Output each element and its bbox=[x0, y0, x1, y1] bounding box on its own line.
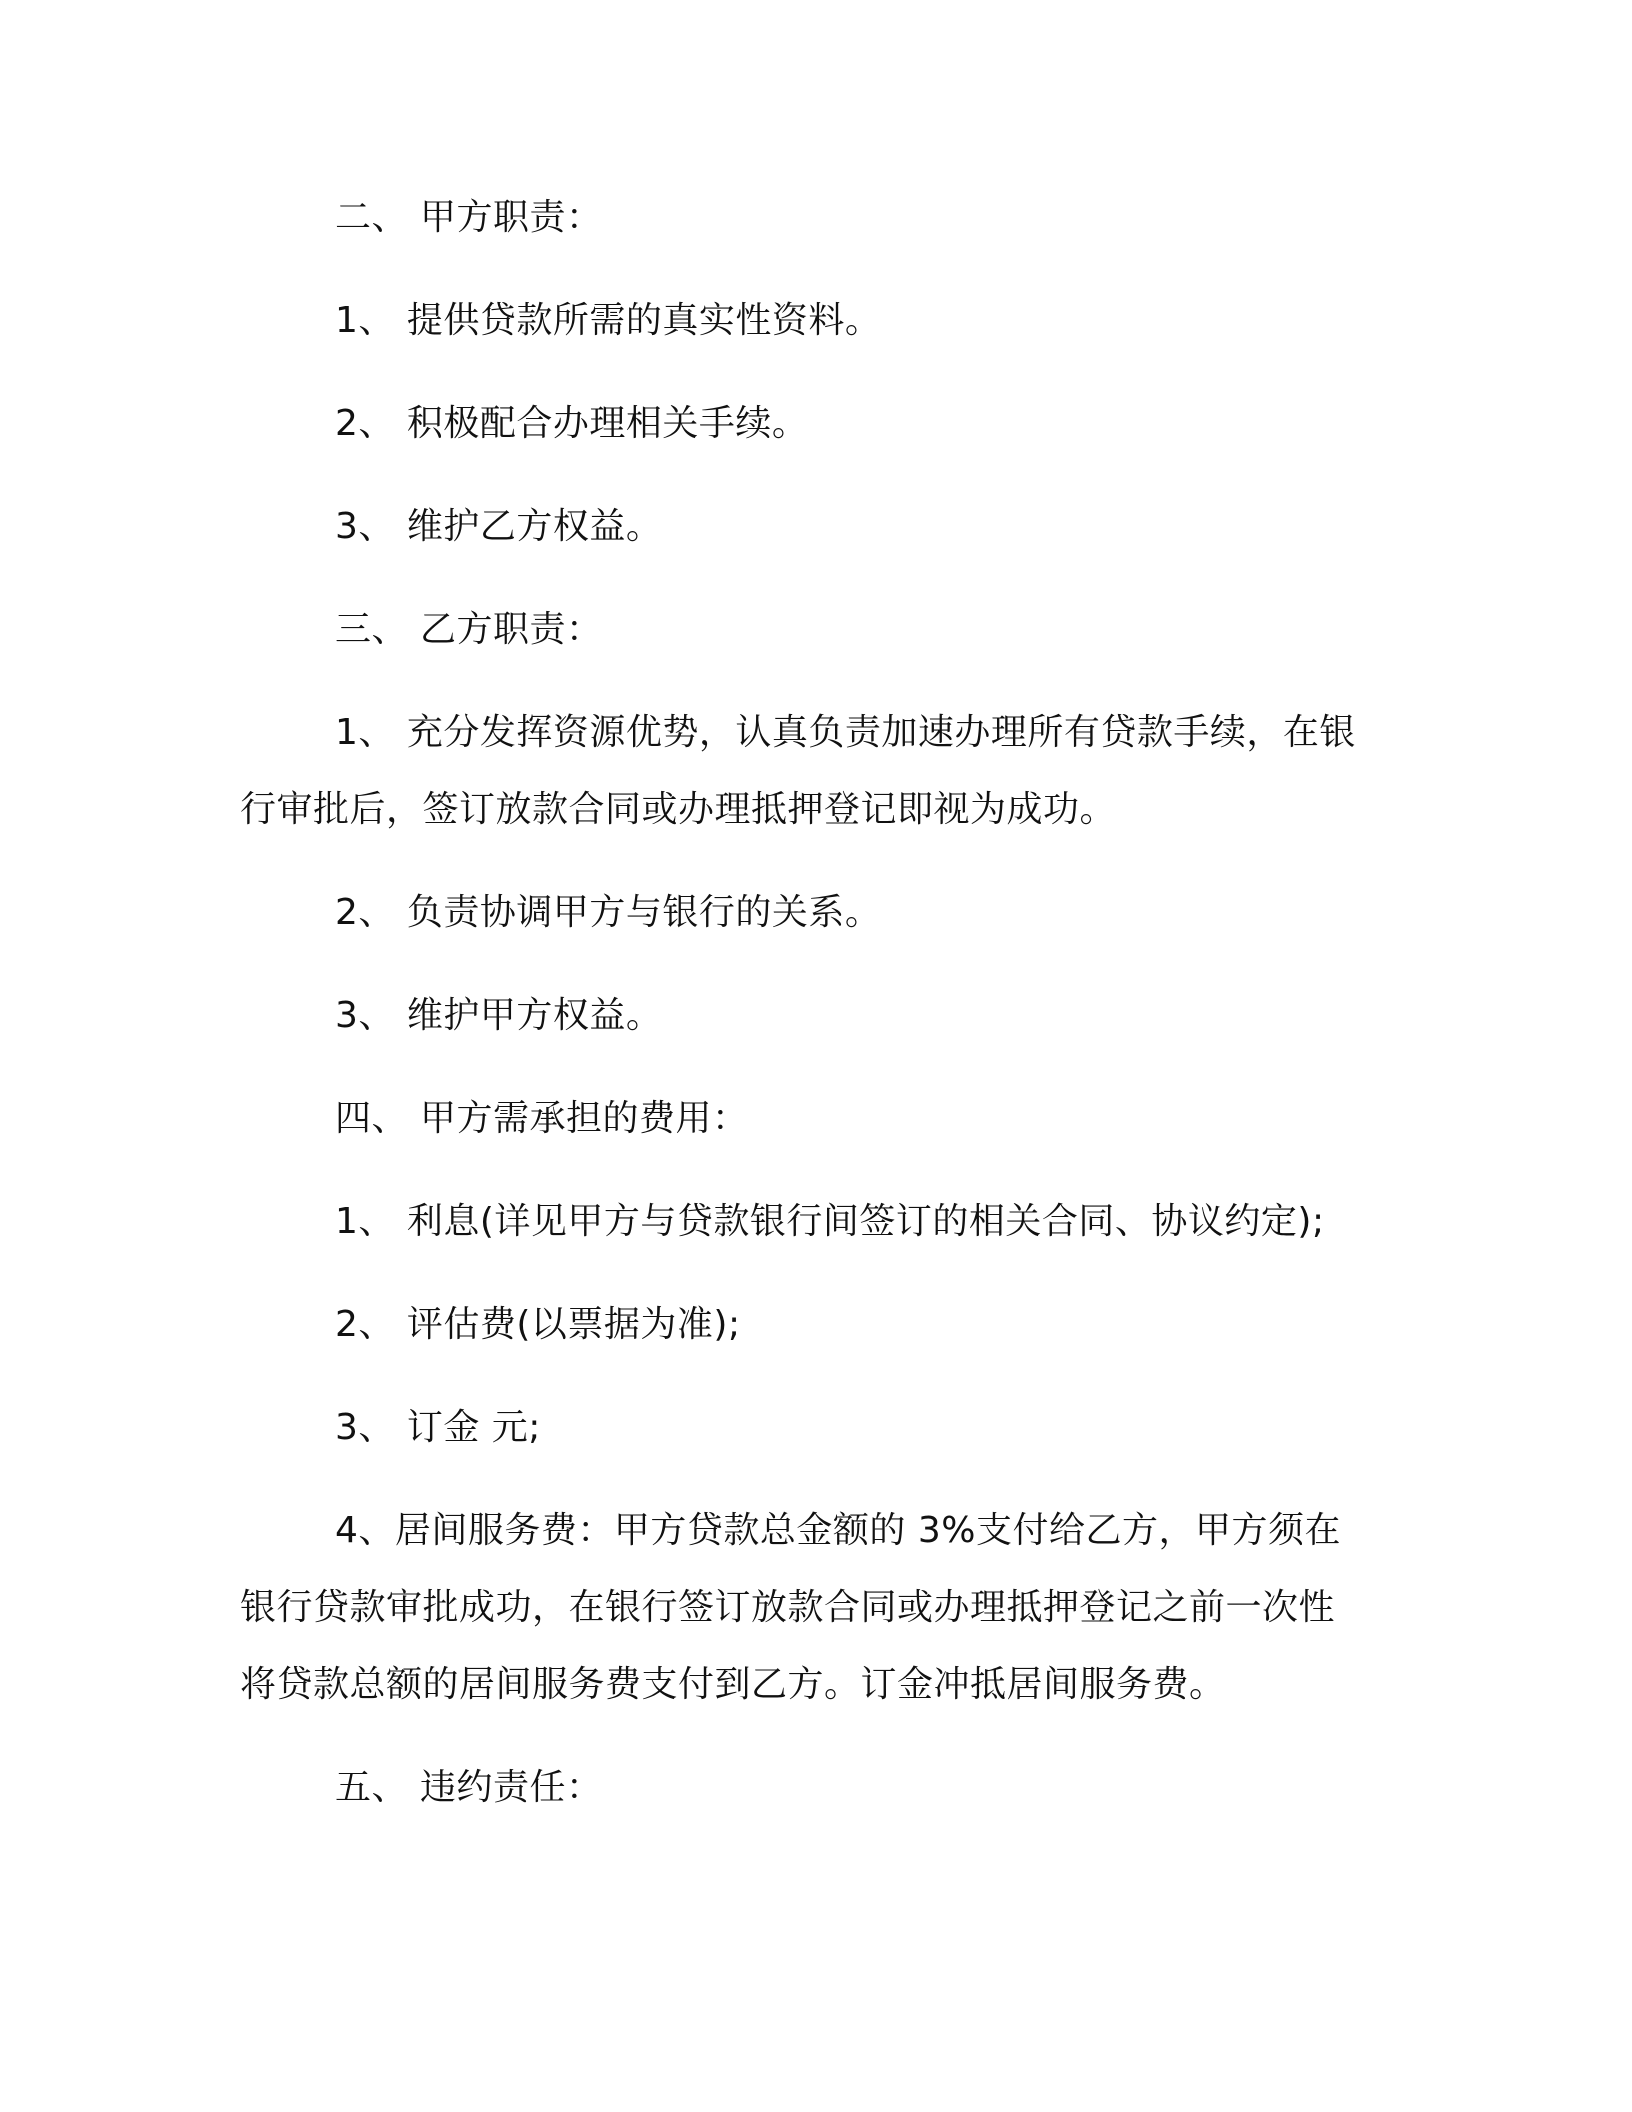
section-4-item-3: 3、 订金 元; bbox=[335, 1407, 541, 1448]
section-3-item-2: 2、 负责协调甲方与银行的关系。 bbox=[335, 892, 882, 933]
section-4-item-2: 2、 评估费(以票据为准); bbox=[335, 1304, 741, 1345]
section-5-heading: 五、 违约责任： bbox=[335, 1767, 603, 1808]
section-3-item-1-line-1: 1、 充分发挥资源优势，认真负责加速办理所有贷款手续，在银 bbox=[335, 712, 1356, 753]
section-3-heading: 三、 乙方职责： bbox=[335, 609, 603, 650]
section-4-item-1: 1、 利息(详见甲方与贷款银行间签订的相关合同、协议约定); bbox=[335, 1201, 1325, 1242]
section-2-heading: 二、 甲方职责： bbox=[335, 197, 603, 238]
section-4-heading: 四、 甲方需承担的费用： bbox=[335, 1098, 749, 1139]
section-2-item-3: 3、 维护乙方权益。 bbox=[335, 506, 663, 547]
section-4-item-4-line-1: 4、居间服务费：甲方贷款总金额的 3%支付给乙方，甲方须在 bbox=[335, 1510, 1341, 1551]
section-2-item-2: 2、 积极配合办理相关手续。 bbox=[335, 403, 809, 444]
section-3-item-3: 3、 维护甲方权益。 bbox=[335, 995, 663, 1036]
section-4-item-4-line-3: 将贷款总额的居间服务费支付到乙方。订金冲抵居间服务费。 bbox=[240, 1664, 1226, 1705]
section-3-item-1-line-2: 行审批后，签订放款合同或办理抵押登记即视为成功。 bbox=[240, 789, 1117, 830]
section-2-item-1: 1、 提供贷款所需的真实性资料。 bbox=[335, 300, 882, 341]
section-4-item-4-line-2: 银行贷款审批成功，在银行签订放款合同或办理抵押登记之前一次性 bbox=[240, 1587, 1336, 1628]
